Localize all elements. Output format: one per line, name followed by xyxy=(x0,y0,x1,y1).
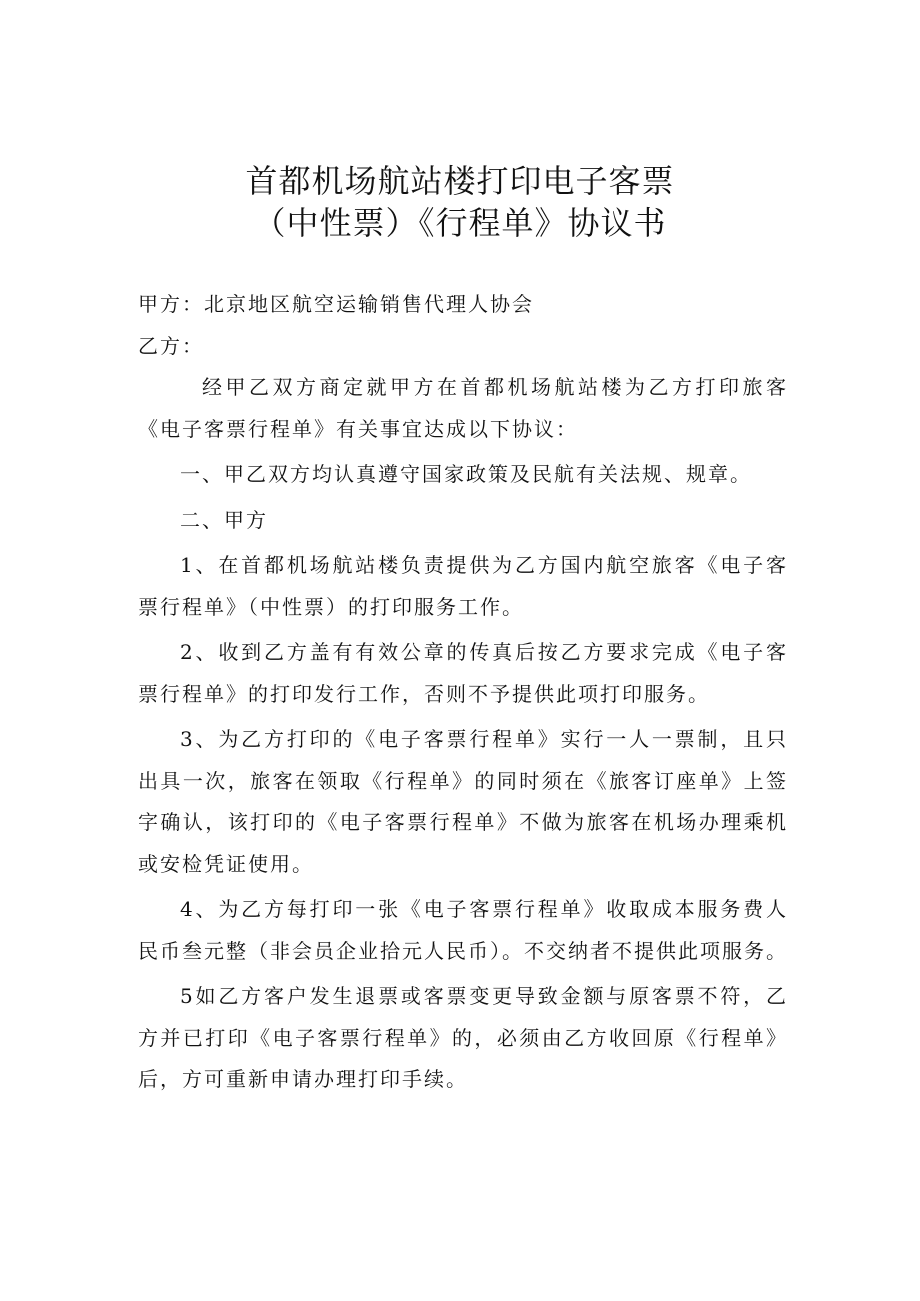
party-b: 乙方： xyxy=(138,333,204,358)
clause-item-3: 3、为乙方打印的《电子客票行程单》实行一人一票制，且只出具一次，旅客在领取《行程单》的同时须在《旅客订座单》上签字确认，该打印的《电子客票行程单》不做为旅客在机场办理乘机或安检凭证使用。 xyxy=(138,727,788,876)
clause-item-2: 2、收到乙方盖有有效公章的传真后按乙方要求完成《电子客票行程单》的打印发行工作，否则不予提供此项打印服务。 xyxy=(138,640,788,706)
clause-item-5: 5如乙方客户发生退票或客票变更导致金额与原客票不符，乙方并已打印《电子客票行程单》的，必须由乙方收回原《行程单》后，方可重新申请办理打印手续。 xyxy=(138,984,788,1091)
title-line-1: 首都机场航站楼打印电子客票 xyxy=(245,162,675,200)
title-line-2: （中性票）《行程单》协议书 xyxy=(253,204,667,242)
clause-item-4: 4、为乙方每打印一张《电子客票行程单》收取成本服务费人民币叁元整（非会员企业拾元人民币）。不交纳者不提供此项服务。 xyxy=(138,897,788,963)
party-a: 甲方：北京地区航空运输销售代理人协会 xyxy=(138,292,534,316)
document-title xyxy=(0,160,920,244)
document-body xyxy=(138,284,788,1101)
clause-item-1: 1、在首都机场航站楼负责提供为乙方国内航空旅客《电子客票行程单》（中性票）的打印服务工作。 xyxy=(138,553,788,619)
clause-2-heading: 二、甲方 xyxy=(180,507,268,532)
clause-1: 一、甲乙双方均认真遵守国家政策及民航有关法规、规章。 xyxy=(180,462,752,486)
intro-paragraph: 经甲乙双方商定就甲方在首都机场航站楼为乙方打印旅客《电子客票行程单》有关事宜达成以下协议： xyxy=(138,375,788,441)
